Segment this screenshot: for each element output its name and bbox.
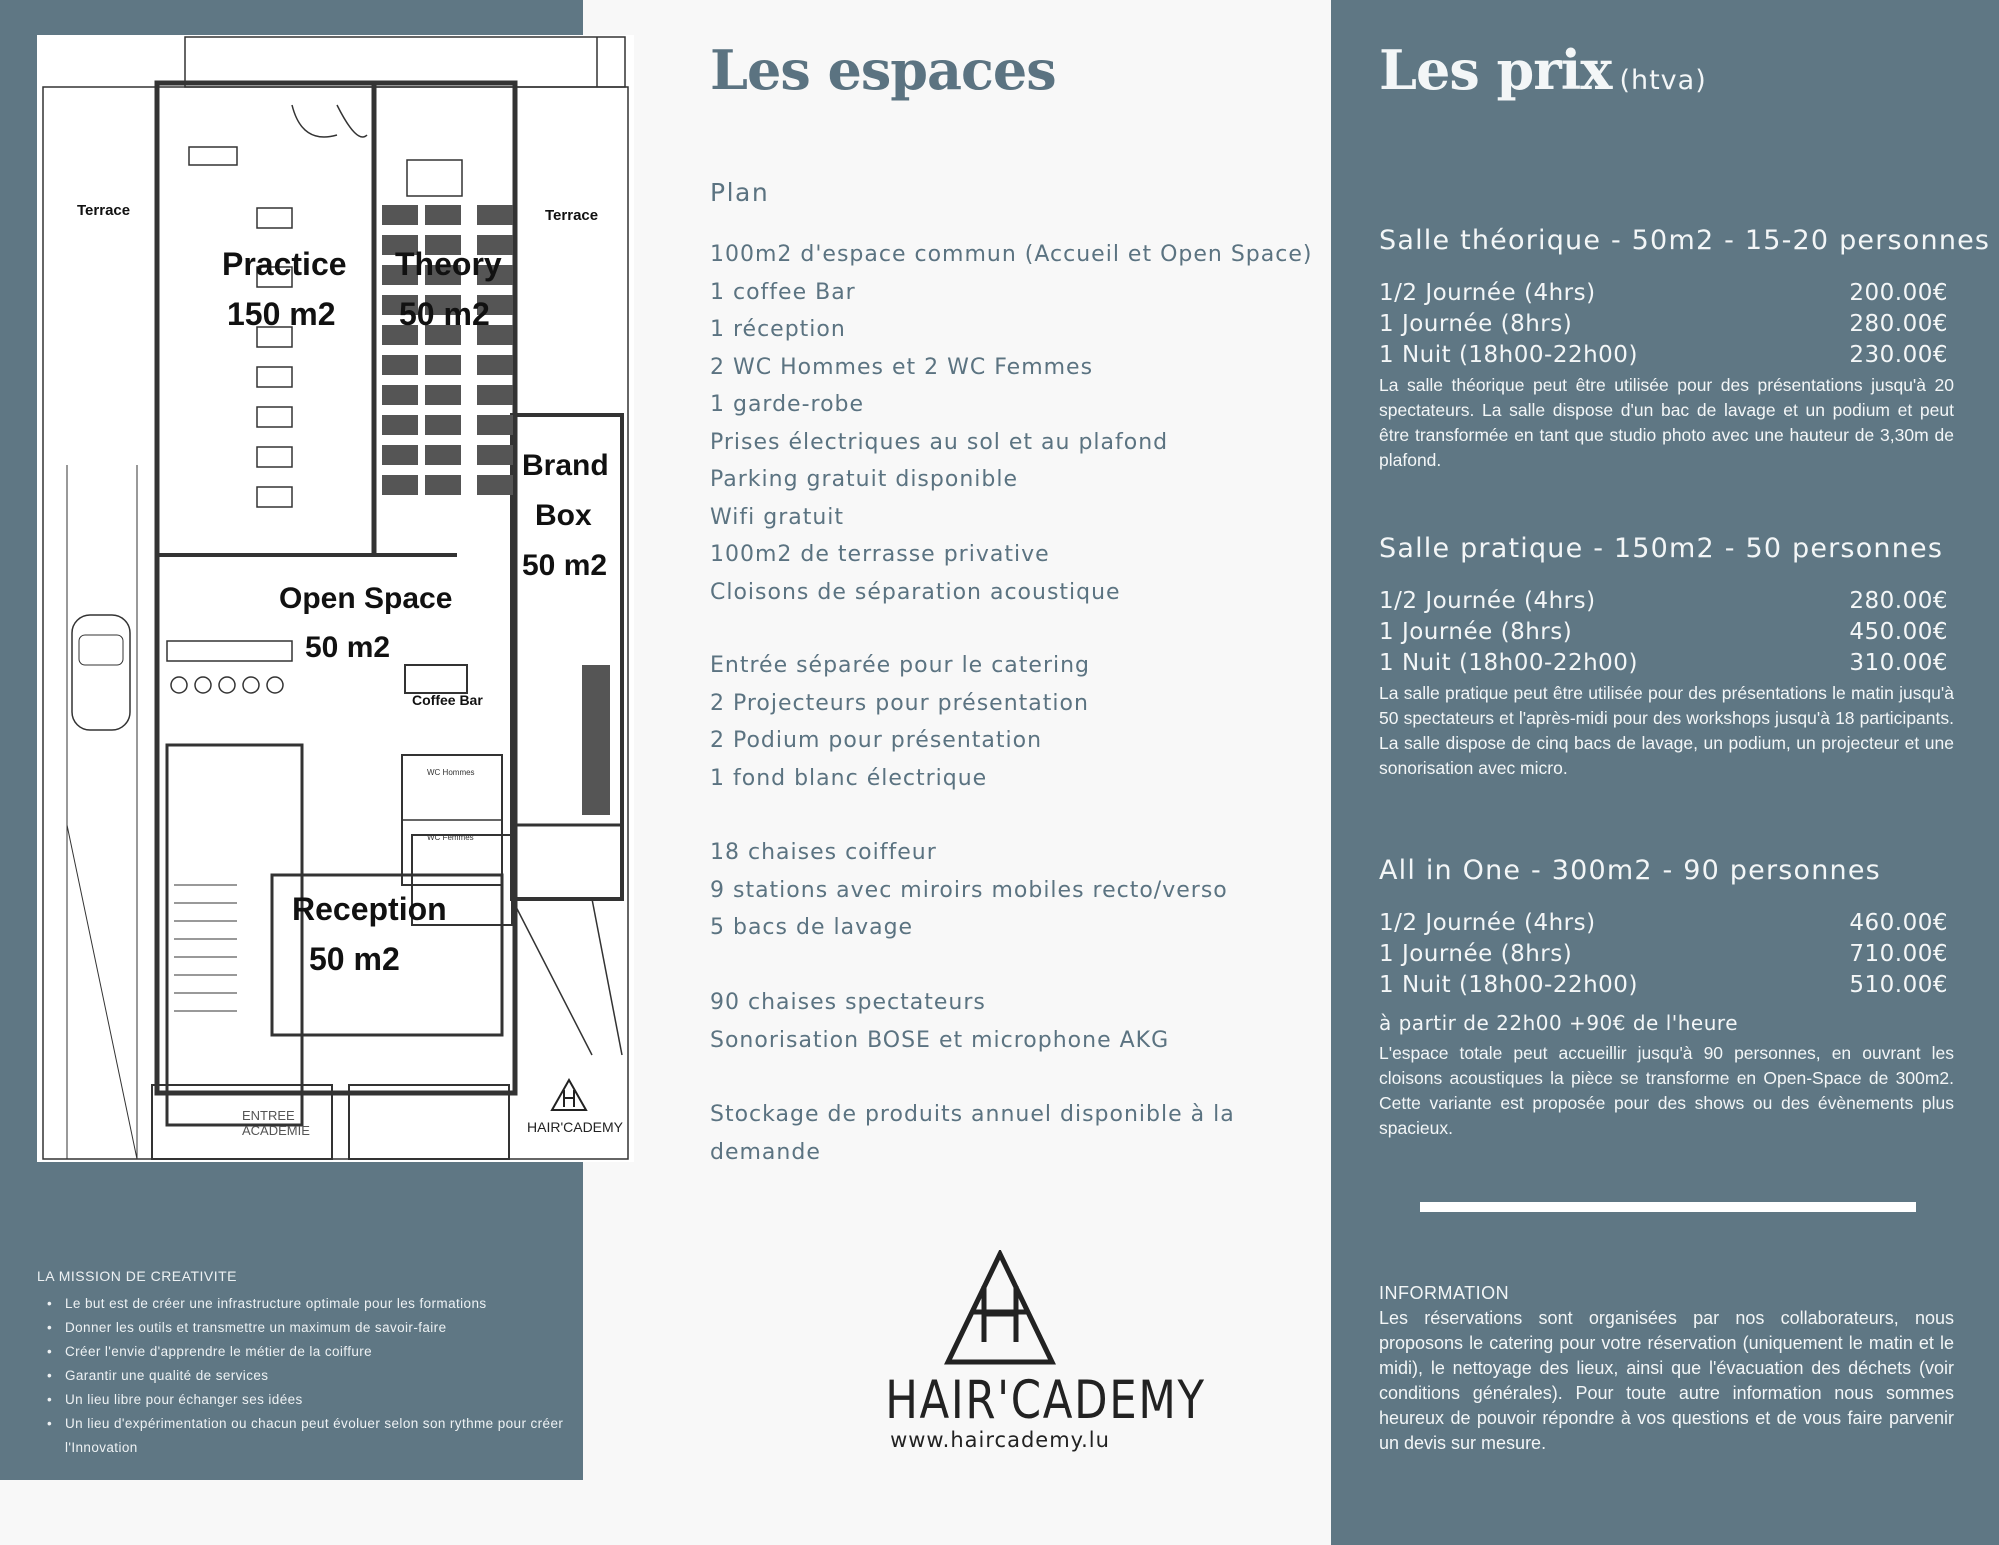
divider: [1420, 1202, 1916, 1212]
plan-logo-icon: [552, 1080, 586, 1110]
prix-title-htva: (htva): [1619, 65, 1707, 96]
price-label: 1 Nuit (18h00-22h00): [1379, 342, 1638, 368]
amenity-line: 1 fond blanc électrique: [710, 765, 988, 791]
room-title: Salle pratique - 150m2 - 50 personnes: [1379, 533, 1944, 564]
amenity-line: 9 stations avec miroirs mobiles recto/verso: [710, 877, 1228, 903]
price-label: 1/2 Journée (4hrs): [1379, 588, 1596, 614]
amenity-line: Cloisons de séparation acoustique: [710, 579, 1121, 605]
price-list: [1379, 586, 1954, 679]
amenity-line: Parking gratuit disponible: [710, 467, 1018, 492]
plan-logo-text: HAIR'CADEMY: [527, 1119, 624, 1135]
price-value: 460.00€: [1849, 910, 1948, 936]
price-value: 510.00€: [1849, 972, 1948, 998]
room-description: La salle théorique peut être utilisée pour des présentations jusqu'à 20 spectateurs. La salle dispose d'un bac de lavage et un podium et peut être transformée en tant que studio photo avec une hauteur de 3,30m de plafond.: [1379, 375, 1954, 470]
price-value: 230.00€: [1849, 342, 1948, 368]
amenities-group-general: [710, 236, 1313, 611]
room-all-in-one: [1379, 855, 1954, 1141]
price-label: 1 Nuit (18h00-22h00): [1379, 972, 1638, 998]
price-value: 280.00€: [1849, 311, 1948, 337]
amenity-line: Prises électriques au sol et au plafond: [710, 429, 1169, 455]
price-row: [1379, 340, 1954, 371]
amenity-line: 2 WC Hommes et 2 WC Femmes: [710, 354, 1094, 380]
price-row: [1379, 648, 1954, 679]
plan-academie: ACADEMIE: [242, 1123, 310, 1138]
room-description: La salle pratique peut être utilisée pour des présentations le matin jusqu'à 50 spectateurs et l'après-midi pour des workshops jusqu'à 18 participants. La salle dispose de cinq bacs de lavage, un podium, un projecteur et une sonorisation avec micro.: [1379, 683, 1954, 778]
amenities-group-stations: [710, 834, 1310, 947]
plan-entree: ENTREE: [242, 1108, 295, 1123]
floor-plan-drawing: [37, 35, 634, 1162]
price-value: 710.00€: [1849, 941, 1948, 967]
plan-practice: Practice: [222, 246, 347, 282]
plan-box: Box: [535, 499, 592, 532]
price-label: 1 Journée (8hrs): [1379, 311, 1573, 337]
amenity-line: 2 Projecteurs pour présentation: [710, 690, 1089, 716]
amenity-line: Wifi gratuit: [710, 504, 845, 530]
haircademy-logo: [860, 1250, 1206, 1460]
price-row: [1379, 586, 1954, 617]
mission-list: [37, 1292, 577, 1460]
plan-wc-women: WC Femmes: [427, 833, 474, 842]
price-row: [1379, 939, 1954, 970]
prix-title: [1379, 38, 1707, 102]
mission-item: • Donner les outils et transmettre un maximum de savoir-faire: [37, 1316, 577, 1340]
mission-section: [37, 1268, 577, 1460]
plan-theory-size: 50 m2: [399, 296, 490, 332]
amenity-line: 1 coffee Bar: [710, 279, 856, 305]
price-row: [1379, 908, 1954, 939]
price-value: 200.00€: [1849, 280, 1948, 306]
prix-section: [1331, 0, 1999, 1545]
plan-open-space: Open Space: [279, 582, 453, 615]
price-row: [1379, 309, 1954, 340]
information-title: INFORMATION: [1379, 1283, 1510, 1303]
mission-item: • Le but est de créer une infrastructure optimale pour les formations: [37, 1292, 577, 1316]
price-list: [1379, 278, 1954, 371]
price-label: 1 Journée (8hrs): [1379, 941, 1573, 967]
price-value: 280.00€: [1849, 588, 1948, 614]
mission-item: • Un lieu libre pour échanger ses idées: [37, 1388, 577, 1412]
price-row: [1379, 617, 1954, 648]
amenity-line: Sonorisation BOSE et microphone AKG: [710, 1027, 1170, 1053]
amenity-line: 18 chaises coiffeur: [710, 840, 937, 865]
plan-brand-size: 50 m2: [522, 549, 608, 582]
room-title: Salle théorique - 50m2 - 15-20 personnes: [1379, 225, 1991, 256]
price-label: 1/2 Journée (4hrs): [1379, 280, 1596, 306]
information-body: Les réservations sont organisées par nos collaborateurs, nous proposons le catering pour votre réservation (uniquement le matin et le midi), le nettoyage des lieux, ainsi que l'évacuation des déchets (voir conditions générales). Pour toute autre information nous sommes heureux de pouvoir répondre à vos questions et de vous faire parvenir un devis sur mesure.: [1379, 1308, 1954, 1453]
amenity-line: 2 Podium pour présentation: [710, 728, 1043, 753]
amenities-group-audience: [710, 984, 1310, 1059]
plan-heading: Plan: [710, 178, 770, 207]
plan-open-space-size: 50 m2: [305, 631, 391, 664]
price-list: [1379, 908, 1954, 1001]
room-pratique: [1379, 533, 1954, 781]
amenities-group-storage: [710, 1096, 1250, 1171]
logo-triangle-icon: [940, 1250, 1060, 1372]
amenity-line: Stockage de produits annuel disponible à la demande: [710, 1102, 1235, 1165]
plan-wc-men: WC Hommes: [427, 768, 475, 777]
mission-item: • Créer l'envie d'apprendre le métier de la coiffure: [37, 1340, 577, 1364]
espaces-title: Les espaces: [710, 38, 1056, 102]
amenities-group-presentation: [710, 647, 1310, 797]
price-label: 1/2 Journée (4hrs): [1379, 910, 1596, 936]
price-label: 1 Journée (8hrs): [1379, 619, 1573, 645]
price-row: [1379, 970, 1954, 1001]
room-theorique: [1379, 225, 1991, 473]
mission-item: • Un lieu d'expérimentation ou chacun peut évoluer selon son rythme pour créer l'Innovation: [37, 1412, 577, 1460]
amenity-line: 1 garde-robe: [710, 392, 865, 417]
mission-title: LA MISSION DE CREATIVITE: [37, 1268, 238, 1284]
plan-reception-size: 50 m2: [309, 941, 400, 977]
plan-practice-size: 150 m2: [227, 296, 336, 332]
mission-item: • Garantir une qualité de services: [37, 1364, 577, 1388]
amenity-line: 5 bacs de lavage: [710, 915, 914, 940]
amenity-line: 1 réception: [710, 317, 846, 342]
room-title: All in One - 300m2 - 90 personnes: [1379, 855, 1881, 886]
amenity-line: 100m2 d'espace commun (Accueil et Open Space): [710, 242, 1313, 267]
plan-terrace-right: Terrace: [545, 207, 599, 224]
amenity-line: 90 chaises spectateurs: [710, 990, 986, 1015]
logo-name: HAIR'CADEMY: [885, 1370, 1206, 1431]
floor-plan: [37, 35, 634, 1162]
room-description: L'espace totale peut accueillir jusqu'à 90 personnes, en ouvrant les cloisons acoustiques la pièce se transforme en Open-Space de 300m2. Cette variante est proposée pour des shows ou des évènements plus spacieux.: [1379, 1043, 1954, 1138]
website-link[interactable]: www.haircademy.lu: [890, 1428, 1110, 1452]
amenity-line: Entrée séparée pour le catering: [710, 653, 1091, 678]
room-extra-note: à partir de 22h00 +90€ de l'heure: [1379, 1011, 1738, 1035]
plan-coffee-bar: Coffee Bar: [412, 692, 483, 708]
amenity-line: 100m2 de terrasse privative: [710, 542, 1050, 567]
information-section: [1379, 1283, 1954, 1456]
plan-terrace-left: Terrace: [77, 202, 131, 219]
plan-theory: Theory: [395, 246, 502, 282]
plan-brand: Brand: [522, 449, 609, 482]
price-label: 1 Nuit (18h00-22h00): [1379, 650, 1638, 676]
prix-title-main: Les prix: [1379, 38, 1612, 102]
price-row: [1379, 278, 1954, 309]
price-value: 450.00€: [1849, 619, 1948, 645]
plan-reception: Reception: [292, 891, 447, 927]
price-value: 310.00€: [1849, 650, 1948, 676]
